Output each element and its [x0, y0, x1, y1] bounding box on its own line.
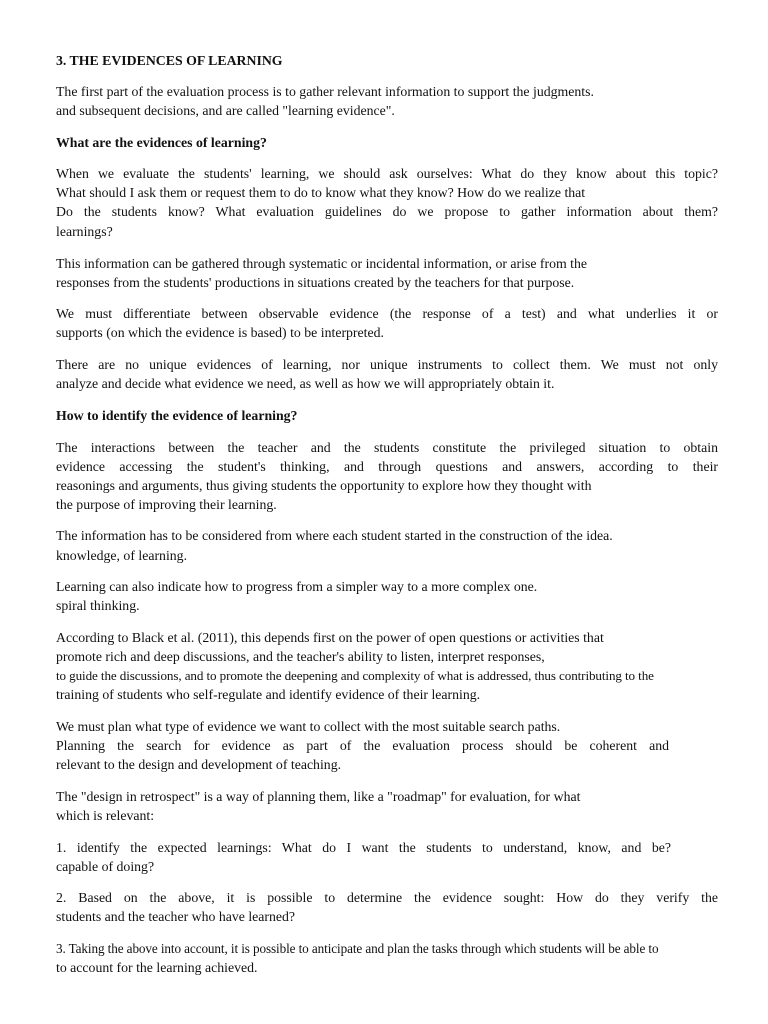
text-line: The interactions between the teacher and the students constitute the privileged situation to obtain — [56, 440, 718, 455]
text-line: This information can be gathered through systematic or incidental information, or arise from the — [56, 256, 588, 271]
text-line: When we evaluate the students' learning, we should ask ourselves: What do they know about this topic? — [56, 166, 718, 181]
text-line: The information has to be considered from where each student started in the construction of the idea. — [56, 528, 613, 543]
text-line: the purpose of improving their learning. — [56, 497, 277, 512]
subheading: What are the evidences of learning? — [56, 135, 267, 150]
text-line: supports (on which the evidence is based) to be interpreted. — [56, 325, 384, 340]
text-line: Do the students know? What evaluation guidelines do we propose to gather information about them? — [56, 204, 718, 219]
text-line: students and the teacher who have learned? — [56, 909, 296, 924]
text-line: to account for the learning achieved. — [56, 960, 258, 975]
text-line: training of students who self-regulate and identify evidence of their learning. — [56, 687, 481, 702]
text-line: spiral thinking. — [56, 598, 140, 613]
section-heading: 3. THE EVIDENCES OF LEARNING — [56, 53, 283, 68]
text-line: evidence accessing the student's thinking, and through questions and answers, according to their — [56, 459, 718, 474]
text-line: 3. Taking the above into account, it is possible to anticipate and plan the tasks through which students will be able to — [56, 941, 659, 956]
text-line: 2. Based on the above, it is possible to determine the evidence sought: How do they verify the — [56, 890, 718, 905]
text-line: 1. identify the expected learnings: What do I want the students to understand, know, and be? — [56, 840, 671, 855]
text-line: capable of doing? — [56, 859, 155, 874]
text-line: reasonings and arguments, thus giving students the opportunity to explore how they thought with — [56, 478, 592, 493]
text-line: which is relevant: — [56, 808, 155, 823]
text-line: relevant to the design and development of teaching. — [56, 757, 342, 772]
text-line: According to Black et al. (2011), this depends first on the power of open questions or activities that — [56, 630, 604, 645]
text-line: promote rich and deep discussions, and the teacher's ability to listen, interpret responses, — [56, 649, 545, 664]
text-line: knowledge, of learning. — [56, 548, 188, 563]
text-line: Planning the search for evidence as part of the evaluation process should be coherent and — [56, 738, 669, 753]
text-line: analyze and decide what evidence we need, as well as how we will appropriately obtain it. — [56, 376, 555, 391]
text-line: The first part of the evaluation process is to gather relevant information to support the judgments. — [56, 84, 594, 99]
text-line: We must differentiate between observable evidence (the response of a test) and what underlies it or — [56, 306, 718, 321]
text-line: Learning can also indicate how to progress from a simpler way to a more complex one. — [56, 579, 538, 594]
text-line: to guide the discussions, and to promote the deepening and complexity of what is addressed, thus contributing to the — [56, 668, 654, 683]
text-line: There are no unique evidences of learning, nor unique instruments to collect them. We must not only — [56, 357, 718, 372]
text-line: responses from the students' productions in situations created by the teachers for that purpose. — [56, 275, 575, 290]
subheading: How to identify the evidence of learning? — [56, 408, 298, 423]
text-line: What should I ask them or request them to do to know what they know? How do we realize that — [56, 185, 586, 200]
text-line: We must plan what type of evidence we want to collect with the most suitable search paths. — [56, 719, 561, 734]
text-line: and subsequent decisions, and are called "learning evidence". — [56, 103, 395, 118]
text-line: learnings? — [56, 224, 113, 239]
text-line: The "design in retrospect" is a way of planning them, like a "roadmap" for evaluation, for what — [56, 789, 581, 804]
